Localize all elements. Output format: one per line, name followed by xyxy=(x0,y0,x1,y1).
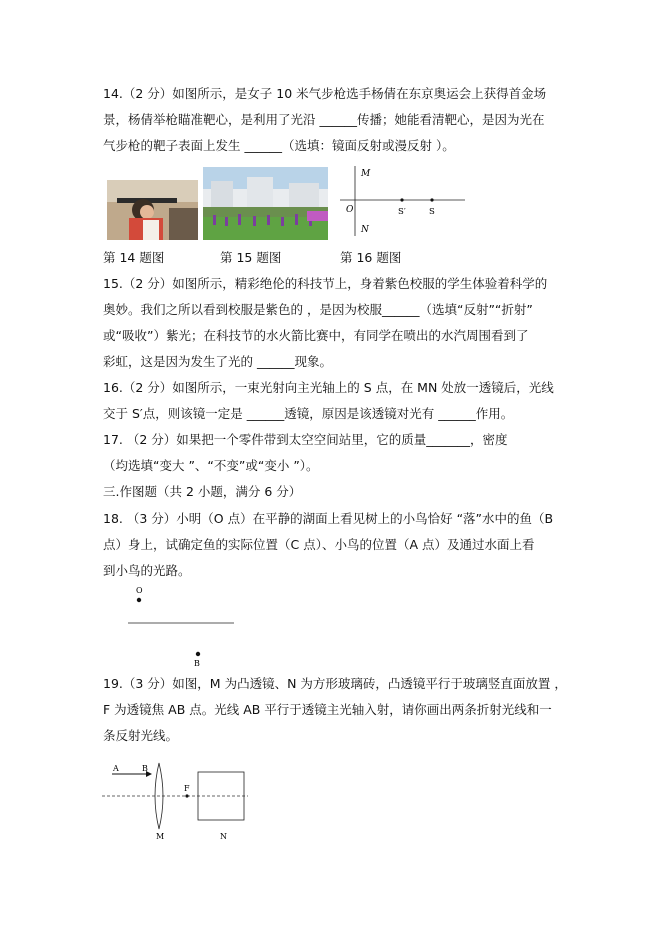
q16-line1: 16.（2 分）如图所示，一束光射向主光轴上的 S 点，在 MN 处放一透镜后，光线 xyxy=(103,380,554,395)
focus-point-f xyxy=(185,794,188,797)
label-b: B xyxy=(142,764,148,773)
point-o xyxy=(137,598,141,602)
school-photo xyxy=(203,167,328,240)
label-o: O xyxy=(136,586,143,595)
q14-line1: 14.（2 分）如图所示，是女子 10 米气步枪选手杨倩在东京奥运会上获得首金场 xyxy=(103,86,547,101)
q16-line2: 交于 S′点，则该镜一定是 ______透镜，原因是该透镜对光有 ______作用。 xyxy=(103,406,514,421)
label-n: N xyxy=(361,225,369,235)
label-m: M xyxy=(156,832,165,841)
figure-18-diagram xyxy=(120,582,240,670)
caption-16: 第 16 题图 xyxy=(340,250,402,265)
q19-line2: F 为透镜焦 AB 点。光线 AB 平行于透镜主光轴入射，请你画出两条折射光线和一 xyxy=(103,702,552,717)
label-m: M xyxy=(361,169,371,179)
point-b xyxy=(196,652,200,656)
q15-line2: 奥妙。我们之所以看到校服是紫色的 ，是因为校服______（选填“反射”“折射” xyxy=(103,302,533,317)
point-s-prime xyxy=(400,198,403,201)
q17-line2: （均选填“变大 ”、“不变”或“变小 ”）。 xyxy=(103,458,319,473)
q19-line3: 条反射光线。 xyxy=(103,728,179,743)
q15-line1: 15.（2 分）如图所示，精彩绝伦的科技节上，身着紫色校服的学生体验着科学的 xyxy=(103,276,548,291)
figure-19-diagram xyxy=(100,760,250,842)
q14-line3: 气步枪的靶子表面上发生 ______（选填：镜面反射或漫反射 ）。 xyxy=(103,138,455,153)
q14-line2: 景，杨倩举枪瞄准靶心，是利用了光沿 ______传播；她能看清靶心，是因为光在 xyxy=(103,112,545,127)
q18-line2: 点）身上，试确定鱼的实际位置（C 点）、小鸟的位置（A 点）及通过水面上看 xyxy=(103,537,535,552)
point-s xyxy=(430,198,433,201)
label-s: S xyxy=(429,207,435,217)
label-f: F xyxy=(184,784,190,793)
label-s-prime: S′ xyxy=(398,207,406,217)
q17-line1: 17. （2 分）如果把一个零件带到太空空间站里，它的质量_______，密度 xyxy=(103,432,508,447)
shooter-photo xyxy=(107,180,198,240)
figure-16-diagram xyxy=(340,164,470,240)
label-o: O xyxy=(346,205,354,215)
q15-line3: 或“吸收”）紫光；在科技节的水火箭比赛中，有同学在喷出的水汽周围看到了 xyxy=(103,328,529,343)
label-a: A xyxy=(113,764,119,773)
q18-line3: 到小鸟的光路。 xyxy=(103,563,191,578)
caption-14: 第 14 题图 xyxy=(103,250,165,265)
caption-15: 第 15 题图 xyxy=(220,250,282,265)
label-n: N xyxy=(220,832,227,841)
q15-line4: 彩虹，这是因为发生了光的 ______现象。 xyxy=(103,354,332,369)
q18-line1: 18. （3 分）小明（O 点）在平静的湖面上看见树上的小鸟恰好 “落”水中的鱼（B xyxy=(103,511,554,526)
label-b: B xyxy=(194,659,200,668)
section-3-heading: 三.作图题（共 2 小题，满分 6 分） xyxy=(103,484,302,499)
q19-line1: 19.（3 分）如图，M 为凸透镜、N 为方形玻璃砖，凸透镜平行于玻璃竖直面放置 ， xyxy=(103,676,567,691)
